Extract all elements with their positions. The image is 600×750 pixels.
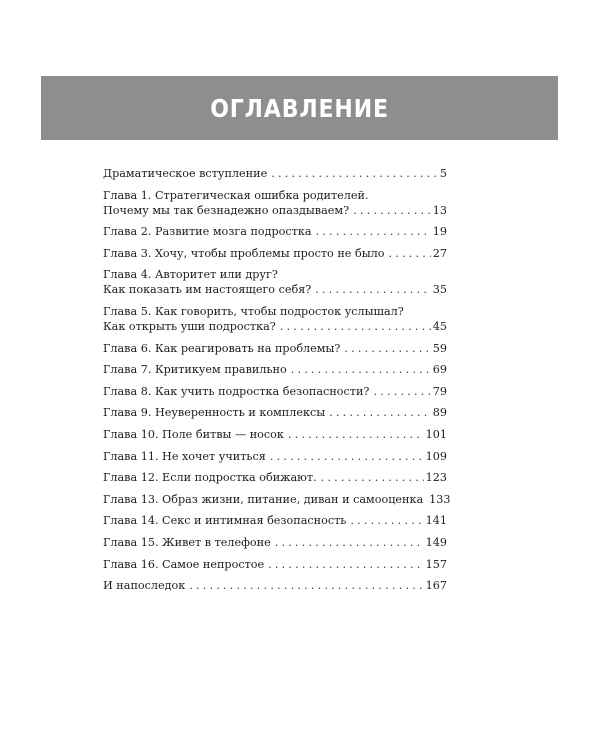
toc-entry-line	[103, 427, 447, 442]
dot-leader	[280, 319, 431, 334]
toc-page-number: 141	[425, 514, 447, 528]
dot-leader	[329, 405, 431, 420]
toc-entry[interactable]	[103, 405, 447, 420]
toc-entry-title: Драматическое вступление	[103, 167, 268, 180]
toc-page-number: 101	[425, 427, 447, 441]
toc-entry-title: Глава 16. Самое непростое	[103, 557, 265, 571]
toc-entry[interactable]	[103, 427, 447, 442]
dot-leader	[353, 203, 431, 218]
toc-entry[interactable]	[103, 224, 447, 239]
toc-entry-line	[103, 267, 447, 282]
toc-entry[interactable]	[103, 304, 447, 334]
toc-page-number: 35	[432, 283, 447, 297]
dot-leader	[344, 341, 430, 356]
toc-entry-title: Почему мы так безнадежно опаздываем?	[103, 203, 350, 217]
toc-entry-line	[103, 535, 447, 550]
toc-entry-line	[103, 405, 447, 420]
toc-page-number: 133	[429, 492, 451, 506]
dot-leader	[268, 557, 423, 572]
dot-leader	[270, 449, 424, 464]
toc-page-number: 19	[432, 225, 447, 239]
toc-entry-title: Глава 2. Развитие мозга подростка	[103, 225, 312, 239]
toc-entry-title: Глава 8. Как учить подростка безопасности?	[103, 384, 370, 398]
toc-entry-line	[103, 557, 447, 572]
toc-entry[interactable]	[103, 246, 447, 261]
toc-entry-line	[103, 203, 447, 218]
toc-entry-title: Глава 11. Не хочет учиться	[103, 449, 266, 463]
toc-entry[interactable]	[103, 267, 447, 297]
toc-entry-line	[103, 188, 447, 203]
toc-entry-title: Глава 9. Неуверенность и комплексы	[103, 406, 326, 420]
toc-page-number: 123	[425, 471, 447, 485]
toc-entry-title: И напоследок	[103, 579, 186, 593]
toc-entry-title: Глава 13. Образ жизни, питание, диван и самооценка	[103, 492, 424, 506]
toc-entry-line	[103, 282, 447, 297]
toc-entry-line	[103, 384, 447, 399]
toc-entry-title: Глава 10. Поле битвы — носок	[103, 427, 284, 441]
dot-leader	[373, 384, 430, 399]
toc-page-number: 167	[425, 579, 447, 593]
toc-entry-line	[103, 319, 447, 334]
toc-entry[interactable]	[103, 362, 447, 377]
toc-entry[interactable]	[103, 166, 447, 181]
toc-entry-line	[103, 224, 447, 239]
toc-page-number: 157	[425, 557, 447, 571]
page-title: ОГЛАВЛЕНИЕ	[210, 93, 389, 123]
toc-page-number: 45	[432, 319, 447, 333]
toc-entry-line	[103, 449, 447, 464]
toc-entry[interactable]	[103, 513, 447, 528]
toc-entry-line	[103, 304, 447, 319]
dot-leader	[315, 282, 430, 297]
dot-leader	[288, 427, 424, 442]
toc-page-number: 149	[425, 535, 447, 549]
toc-entry[interactable]	[103, 557, 447, 572]
toc-entry-line	[103, 246, 447, 261]
toc-entry-title: Глава 4. Авторитет или друг?	[103, 268, 278, 282]
toc-entry[interactable]	[103, 341, 447, 356]
toc-page-number: 27	[432, 246, 447, 260]
toc-entry[interactable]	[103, 188, 447, 218]
toc-entry[interactable]	[103, 384, 447, 399]
title-bar	[41, 76, 558, 140]
toc-entry[interactable]	[103, 449, 447, 464]
toc-page-number: 69	[432, 363, 447, 377]
toc-entry-title: Глава 6. Как реагировать на проблемы?	[103, 341, 341, 355]
toc-page-number: 5	[439, 167, 447, 180]
toc-entry[interactable]	[103, 578, 447, 593]
dot-leader	[316, 224, 431, 239]
toc-entry-title: Глава 7. Критикуем правильно	[103, 363, 287, 377]
dot-leader	[350, 513, 423, 528]
dot-leader	[388, 246, 430, 261]
dot-leader	[321, 470, 424, 485]
toc-entry-line	[103, 492, 451, 507]
toc-entry-title: Глава 14. Секс и интимная безопасность	[103, 514, 347, 528]
toc-entry-title: Как открыть уши подростка?	[103, 319, 276, 333]
toc-entry[interactable]	[103, 492, 451, 507]
toc-entry[interactable]	[103, 470, 447, 485]
toc-page-number: 89	[432, 406, 447, 420]
toc-entry[interactable]	[103, 535, 447, 550]
toc-entry-line	[103, 362, 447, 377]
toc-page-number: 79	[432, 384, 447, 398]
dot-leader	[189, 578, 423, 593]
toc-page-number: 109	[425, 449, 447, 463]
toc-page-number: 13	[432, 203, 447, 217]
dot-leader	[271, 166, 438, 181]
toc-entry-title: Как показать им настоящего себя?	[103, 283, 312, 297]
toc-entry-title: Глава 5. Как говорить, чтобы подросток услышал?	[103, 304, 404, 318]
dot-leader	[275, 535, 424, 550]
toc-entry-line	[103, 166, 447, 181]
toc-page-number: 59	[432, 341, 447, 355]
toc-entry-title: Глава 15. Живет в телефоне	[103, 535, 271, 549]
table-of-contents	[103, 166, 451, 600]
dot-leader	[291, 362, 431, 377]
toc-entry-line	[103, 578, 447, 593]
toc-entry-line	[103, 470, 447, 485]
toc-entry-line	[103, 341, 447, 356]
toc-entry-title: Глава 12. Если подростка обижают.	[103, 471, 317, 485]
toc-entry-title: Глава 3. Хочу, чтобы проблемы просто не было	[103, 246, 385, 260]
toc-entry-line	[103, 513, 447, 528]
toc-entry-title: Глава 1. Стратегическая ошибка родителей.	[103, 188, 369, 202]
